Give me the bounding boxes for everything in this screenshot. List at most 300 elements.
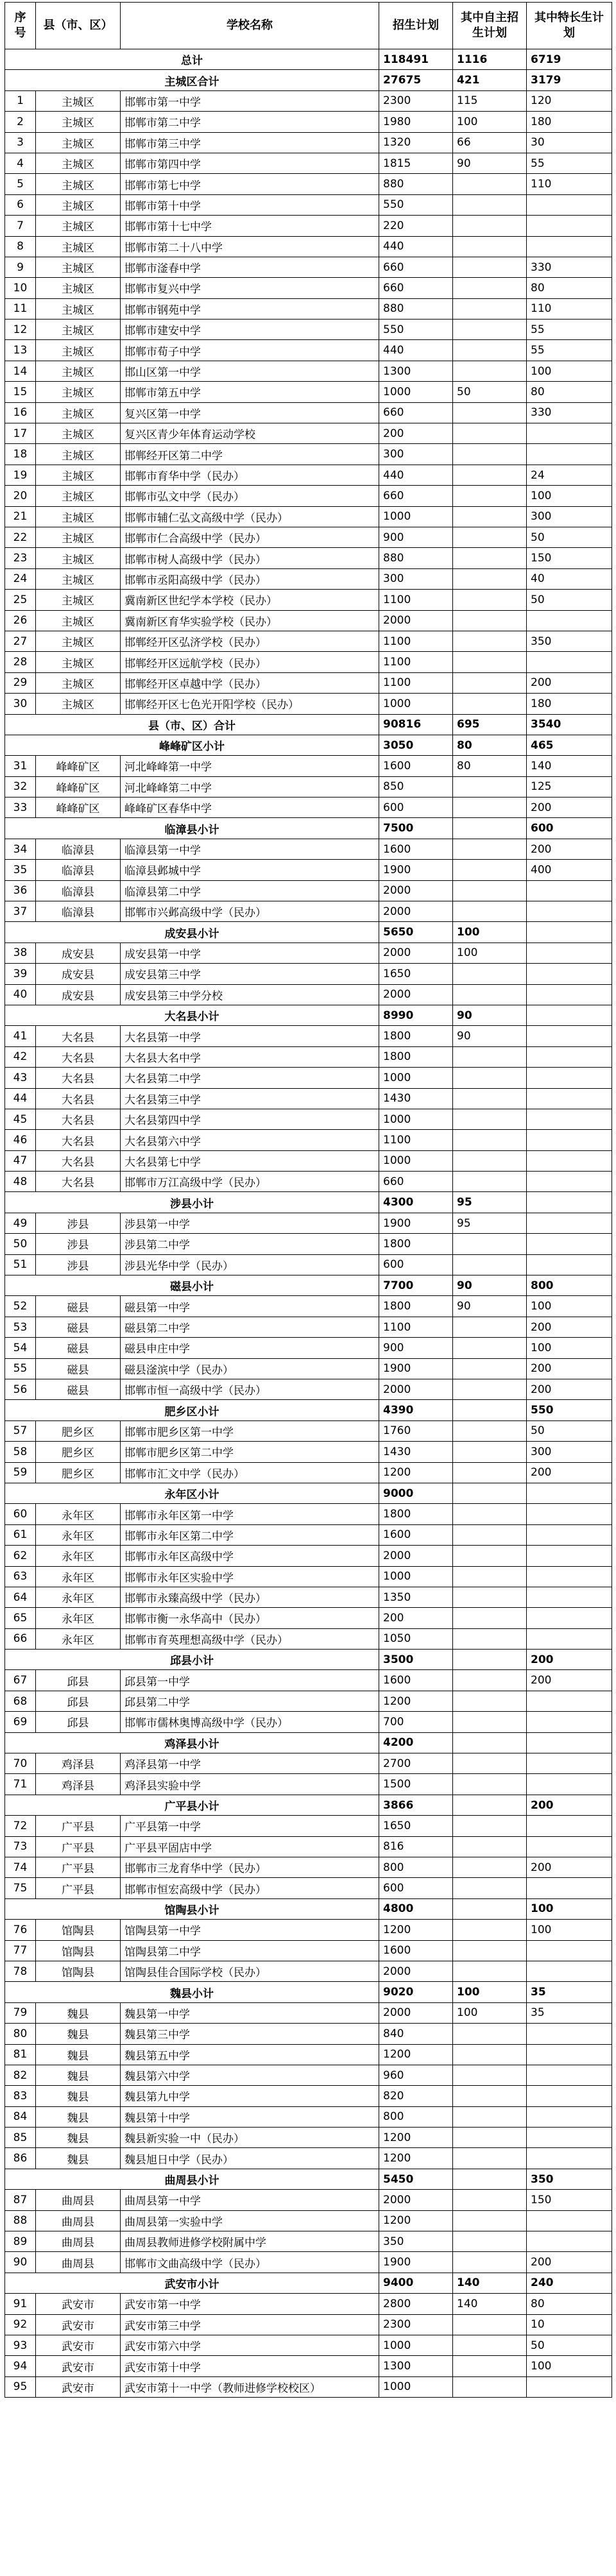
row-self-enroll	[453, 174, 527, 194]
row-plan: 840	[379, 2024, 453, 2044]
row-special-talent	[527, 1172, 612, 1192]
table-row	[5, 2086, 612, 2106]
table-row	[5, 2231, 612, 2252]
row-plan: 1600	[379, 1524, 453, 1545]
row-school: 邯郸市恒宏高级中学（民办）	[121, 1878, 379, 1898]
row-seq: 78	[5, 1961, 36, 1981]
row-seq: 9	[5, 257, 36, 277]
row-special-talent: 200	[527, 1857, 612, 1877]
row-self-enroll	[453, 1628, 527, 1649]
row-seq: 4	[5, 153, 36, 173]
table-row	[5, 1670, 612, 1691]
row-plan: 1000	[379, 1566, 453, 1587]
row-plan: 1200	[379, 1920, 453, 1940]
row-special-talent: 200	[527, 1650, 612, 1670]
row-special-talent: 180	[527, 112, 612, 132]
row-school: 魏县第三中学	[121, 2024, 379, 2044]
row-county: 涉县	[36, 1213, 121, 1233]
row-school: 邯郸市三龙育华中学（民办）	[121, 1857, 379, 1877]
row-seq: 81	[5, 2044, 36, 2065]
row-school: 邯郸市弘文中学（民办）	[121, 486, 379, 506]
table-row	[5, 2252, 612, 2273]
row-plan: 1200	[379, 1462, 453, 1483]
row-self-enroll	[453, 1150, 527, 1171]
subtotal-row	[5, 70, 612, 90]
row-plan: 7500	[379, 818, 453, 839]
row-school: 邯郸市丞阳高级中学（民办）	[121, 568, 379, 589]
row-special-talent: 24	[527, 465, 612, 485]
table-row	[5, 1504, 612, 1524]
row-self-enroll	[453, 361, 527, 381]
row-self-enroll	[453, 694, 527, 714]
row-seq: 7	[5, 216, 36, 236]
row-plan: 800	[379, 2106, 453, 2127]
row-school: 武安市第三中学	[121, 2314, 379, 2335]
row-plan: 200	[379, 1608, 453, 1628]
subtotal-label: 邱县小计	[5, 1650, 379, 1670]
row-plan: 1300	[379, 2356, 453, 2376]
row-county: 大名县	[36, 1109, 121, 1129]
row-county: 曲周县	[36, 2190, 121, 2210]
row-plan: 1200	[379, 2044, 453, 2065]
row-seq: 52	[5, 1296, 36, 1317]
table-row	[5, 444, 612, 465]
row-self-enroll	[453, 257, 527, 277]
row-school: 邯郸市复兴中学	[121, 278, 379, 298]
row-plan: 1800	[379, 1026, 453, 1046]
table-header-row	[5, 3, 612, 49]
row-special-talent: 200	[527, 1358, 612, 1379]
row-county: 主城区	[36, 548, 121, 568]
row-county: 大名县	[36, 1068, 121, 1088]
row-self-enroll	[453, 1068, 527, 1088]
row-special-talent: 100	[527, 361, 612, 381]
row-self-enroll	[453, 1795, 527, 1815]
row-special-talent	[527, 984, 612, 1005]
row-special-talent: 50	[527, 527, 612, 547]
table-row	[5, 880, 612, 901]
table-row	[5, 423, 612, 444]
table-row	[5, 568, 612, 589]
row-seq: 51	[5, 1254, 36, 1275]
subtotal-label: 鸡泽县小计	[5, 1732, 379, 1753]
row-county: 主城区	[36, 506, 121, 527]
row-plan: 1100	[379, 1130, 453, 1150]
row-county: 肥乡区	[36, 1462, 121, 1483]
row-county: 鸡泽县	[36, 1774, 121, 1795]
table-row	[5, 2002, 612, 2023]
table-row	[5, 1130, 612, 1150]
table-row	[5, 1379, 612, 1400]
table-row	[5, 174, 612, 194]
row-school: 曲周县第一中学	[121, 2190, 379, 2210]
subtotal-row	[5, 922, 612, 943]
table-row	[5, 2294, 612, 2314]
row-seq: 49	[5, 1213, 36, 1233]
row-special-talent	[527, 194, 612, 215]
row-seq: 42	[5, 1046, 36, 1067]
row-self-enroll	[453, 2190, 527, 2210]
row-school: 成安县第三中学	[121, 964, 379, 984]
row-plan: 1600	[379, 839, 453, 859]
row-county: 主城区	[36, 132, 121, 153]
row-special-talent: 100	[527, 1920, 612, 1940]
row-plan: 8990	[379, 1005, 453, 1025]
table-row	[5, 798, 612, 818]
subtotal-label: 魏县小计	[5, 1982, 379, 2002]
subtotal-row	[5, 714, 612, 735]
row-county: 主城区	[36, 694, 121, 714]
row-county: 曲周县	[36, 2210, 121, 2231]
row-special-talent: 100	[527, 486, 612, 506]
row-special-talent	[527, 1130, 612, 1150]
row-self-enroll	[453, 1400, 527, 1420]
row-school: 峰峰矿区春华中学	[121, 798, 379, 818]
subtotal-label: 主城区合计	[5, 70, 379, 90]
row-school: 磁县第一中学	[121, 1296, 379, 1317]
table-row	[5, 382, 612, 402]
row-county: 永年区	[36, 1566, 121, 1587]
row-special-talent: 80	[527, 382, 612, 402]
row-plan: 4800	[379, 1898, 453, 1919]
row-plan: 300	[379, 568, 453, 589]
row-self-enroll: 100	[453, 943, 527, 963]
row-plan: 1100	[379, 590, 453, 610]
row-special-talent	[527, 1940, 612, 1961]
row-county: 魏县	[36, 2002, 121, 2023]
row-school: 魏县第九中学	[121, 2086, 379, 2106]
row-county: 磁县	[36, 1379, 121, 1400]
row-special-talent: 200	[527, 672, 612, 693]
subtotal-label: 广平县小计	[5, 1795, 379, 1815]
row-seq: 67	[5, 1670, 36, 1691]
row-seq: 63	[5, 1566, 36, 1587]
row-plan: 4390	[379, 1400, 453, 1420]
row-seq: 76	[5, 1920, 36, 1940]
enrollment-plan-table	[4, 2, 612, 2398]
row-special-talent	[527, 1483, 612, 1503]
table-row	[5, 1046, 612, 1067]
row-self-enroll	[453, 2128, 527, 2148]
row-school: 邯郸市荀子中学	[121, 340, 379, 361]
row-county: 魏县	[36, 2024, 121, 2044]
row-county: 广平县	[36, 1857, 121, 1877]
row-school: 邯郸市仁合高级中学（民办）	[121, 527, 379, 547]
row-plan: 900	[379, 527, 453, 547]
row-county: 肥乡区	[36, 1420, 121, 1441]
row-school: 邯郸经开区七色光开阳学校（民办）	[121, 694, 379, 714]
row-seq: 23	[5, 548, 36, 568]
row-self-enroll	[453, 880, 527, 901]
row-self-enroll	[453, 652, 527, 672]
table-row	[5, 1296, 612, 1317]
row-school: 邯郸市第五中学	[121, 382, 379, 402]
row-school: 魏县旭日中学（民办）	[121, 2148, 379, 2169]
row-self-enroll	[453, 1940, 527, 1961]
row-special-talent: 550	[527, 1400, 612, 1420]
row-plan: 9000	[379, 1483, 453, 1503]
row-county: 峰峰矿区	[36, 776, 121, 797]
row-special-talent: 100	[527, 2356, 612, 2376]
row-seq: 3	[5, 132, 36, 153]
row-seq: 31	[5, 756, 36, 776]
row-seq: 39	[5, 964, 36, 984]
row-county: 大名县	[36, 1046, 121, 1067]
table-row	[5, 1234, 612, 1254]
table-row	[5, 194, 612, 215]
subtotal-row	[5, 2273, 612, 2293]
row-seq: 82	[5, 2065, 36, 2085]
row-self-enroll: 95	[453, 1192, 527, 1213]
row-self-enroll	[453, 1088, 527, 1109]
row-school: 大名县第七中学	[121, 1150, 379, 1171]
row-seq: 57	[5, 1420, 36, 1441]
row-plan: 1000	[379, 694, 453, 714]
row-school: 邯郸经开区远航学校（民办）	[121, 652, 379, 672]
table-row	[5, 631, 612, 651]
row-school: 魏县第五中学	[121, 2044, 379, 2065]
row-self-enroll: 66	[453, 132, 527, 153]
row-plan: 1000	[379, 1068, 453, 1088]
row-plan: 1100	[379, 631, 453, 651]
row-special-talent	[527, 1234, 612, 1254]
row-county: 临漳县	[36, 901, 121, 922]
row-special-talent: 100	[527, 1338, 612, 1358]
row-seq: 29	[5, 672, 36, 693]
subtotal-label: 临漳县小计	[5, 818, 379, 839]
row-seq: 86	[5, 2148, 36, 2169]
row-county: 永年区	[36, 1524, 121, 1545]
row-county: 主城区	[36, 631, 121, 651]
row-self-enroll	[453, 1857, 527, 1877]
row-plan: 2000	[379, 984, 453, 1005]
row-plan: 820	[379, 2086, 453, 2106]
row-school: 曲周县教师进修学校附属中学	[121, 2231, 379, 2252]
row-school: 大名县第二中学	[121, 1068, 379, 1088]
row-self-enroll	[453, 1483, 527, 1503]
row-special-talent: 350	[527, 631, 612, 651]
row-seq: 34	[5, 839, 36, 859]
row-special-talent: 200	[527, 839, 612, 859]
row-county: 魏县	[36, 2065, 121, 2085]
row-seq: 27	[5, 631, 36, 651]
row-plan: 816	[379, 1836, 453, 1857]
row-plan: 3866	[379, 1795, 453, 1815]
row-self-enroll	[453, 1524, 527, 1545]
table-row	[5, 2210, 612, 2231]
row-self-enroll	[453, 1650, 527, 1670]
row-self-enroll	[453, 2106, 527, 2127]
row-seq: 70	[5, 1753, 36, 1774]
row-plan: 2000	[379, 880, 453, 901]
row-county: 大名县	[36, 1150, 121, 1171]
total-label: 总计	[5, 49, 379, 70]
row-school: 馆陶县第二中学	[121, 1940, 379, 1961]
row-self-enroll	[453, 2252, 527, 2273]
row-seq: 14	[5, 361, 36, 381]
row-special-talent	[527, 901, 612, 922]
table-row	[5, 340, 612, 361]
row-self-enroll	[453, 2024, 527, 2044]
row-special-talent: 50	[527, 2335, 612, 2355]
row-seq: 5	[5, 174, 36, 194]
row-self-enroll	[453, 984, 527, 1005]
row-school: 邱县第二中学	[121, 1691, 379, 1711]
row-plan: 550	[379, 320, 453, 340]
row-self-enroll	[453, 798, 527, 818]
row-plan: 1800	[379, 1296, 453, 1317]
row-school: 河北峰峰第一中学	[121, 756, 379, 776]
row-school: 鸡泽县实验中学	[121, 1774, 379, 1795]
table-row	[5, 278, 612, 298]
row-plan: 2000	[379, 901, 453, 922]
row-self-enroll	[453, 1046, 527, 1067]
row-school: 磁县第二中学	[121, 1317, 379, 1337]
row-plan: 1650	[379, 964, 453, 984]
table-row	[5, 216, 612, 236]
row-self-enroll	[453, 1816, 527, 1836]
row-school: 曲周县第一实验中学	[121, 2210, 379, 2231]
subtotal-label: 肥乡区小计	[5, 1400, 379, 1420]
row-special-talent: 180	[527, 694, 612, 714]
row-special-talent	[527, 1546, 612, 1566]
row-school: 武安市第六中学	[121, 2335, 379, 2355]
row-special-talent	[527, 444, 612, 465]
row-seq: 72	[5, 1816, 36, 1836]
table-row	[5, 1608, 612, 1628]
row-plan: 2300	[379, 90, 453, 111]
row-school: 成安县第一中学	[121, 943, 379, 963]
row-seq: 61	[5, 1524, 36, 1545]
row-county: 魏县	[36, 2148, 121, 2169]
row-seq: 41	[5, 1026, 36, 1046]
table-row	[5, 1088, 612, 1109]
row-school: 邯郸市儒林奥博高级中学（民办）	[121, 1712, 379, 1732]
row-plan: 2700	[379, 1753, 453, 1774]
row-self-enroll	[453, 1420, 527, 1441]
row-self-enroll	[453, 2086, 527, 2106]
row-school: 邱县第一中学	[121, 1670, 379, 1691]
row-school: 临漳县第二中学	[121, 880, 379, 901]
table-row	[5, 1420, 612, 1441]
row-plan: 1320	[379, 132, 453, 153]
row-seq: 66	[5, 1628, 36, 1649]
row-self-enroll: 140	[453, 2294, 527, 2314]
row-self-enroll	[453, 2356, 527, 2376]
table-row	[5, 486, 612, 506]
row-self-enroll	[453, 1898, 527, 1919]
row-plan: 2000	[379, 1961, 453, 1981]
row-school: 复兴区青少年体育运动学校	[121, 423, 379, 444]
table-row	[5, 694, 612, 714]
row-county: 主城区	[36, 444, 121, 465]
table-row	[5, 1172, 612, 1192]
row-special-talent: 35	[527, 1982, 612, 2002]
row-county: 成安县	[36, 984, 121, 1005]
row-county: 主城区	[36, 257, 121, 277]
row-special-talent: 200	[527, 1795, 612, 1815]
row-school: 临漳县邺城中学	[121, 860, 379, 880]
row-seq: 26	[5, 610, 36, 631]
row-county: 大名县	[36, 1130, 121, 1150]
row-plan: 2000	[379, 2190, 453, 2210]
table-row	[5, 943, 612, 963]
row-county: 主城区	[36, 423, 121, 444]
row-self-enroll	[453, 1317, 527, 1337]
row-seq: 87	[5, 2190, 36, 2210]
row-seq: 24	[5, 568, 36, 589]
row-seq: 54	[5, 1338, 36, 1358]
row-school: 邯郸市第十中学	[121, 194, 379, 215]
row-school: 武安市第十中学	[121, 2356, 379, 2376]
subtotal-label: 武安市小计	[5, 2273, 379, 2293]
subtotal-label: 涉县小计	[5, 1192, 379, 1213]
row-county: 广平县	[36, 1816, 121, 1836]
row-seq: 13	[5, 340, 36, 361]
table-row	[5, 1150, 612, 1171]
row-self-enroll	[453, 610, 527, 631]
row-self-enroll	[453, 1504, 527, 1524]
row-self-enroll	[453, 2210, 527, 2231]
row-seq: 95	[5, 2376, 36, 2397]
table-row	[5, 1566, 612, 1587]
row-county: 大名县	[36, 1026, 121, 1046]
row-seq: 55	[5, 1358, 36, 1379]
row-self-enroll	[453, 1254, 527, 1275]
row-seq: 83	[5, 2086, 36, 2106]
row-self-enroll	[453, 2376, 527, 2397]
row-special-talent: 40	[527, 568, 612, 589]
row-self-enroll	[453, 1338, 527, 1358]
row-special-talent	[527, 1566, 612, 1587]
subtotal-row	[5, 1005, 612, 1025]
row-special-talent: 600	[527, 818, 612, 839]
row-self-enroll	[453, 527, 527, 547]
row-plan: 1500	[379, 1774, 453, 1795]
row-county: 成安县	[36, 943, 121, 963]
row-school: 冀南新区世纪学本学校（民办）	[121, 590, 379, 610]
subtotal-label: 县（市、区）合计	[5, 714, 379, 735]
row-self-enroll	[453, 278, 527, 298]
row-self-enroll	[453, 298, 527, 319]
row-special-talent	[527, 880, 612, 901]
row-special-talent	[527, 1691, 612, 1711]
row-self-enroll	[453, 465, 527, 485]
table-row	[5, 901, 612, 922]
subtotal-row	[5, 818, 612, 839]
row-county: 主城区	[36, 610, 121, 631]
row-self-enroll: 90	[453, 1296, 527, 1317]
row-self-enroll: 95	[453, 1213, 527, 1233]
row-county: 磁县	[36, 1358, 121, 1379]
row-special-talent: 465	[527, 735, 612, 755]
row-plan: 1430	[379, 1088, 453, 1109]
row-seq: 11	[5, 298, 36, 319]
row-special-talent: 200	[527, 1462, 612, 1483]
row-county: 主城区	[36, 174, 121, 194]
row-special-talent: 350	[527, 2169, 612, 2189]
row-self-enroll: 421	[453, 70, 527, 90]
row-self-enroll: 100	[453, 922, 527, 943]
header-plan: 招生计划	[379, 3, 453, 49]
total-row	[5, 49, 612, 70]
row-seq: 90	[5, 2252, 36, 2273]
row-special-talent	[527, 1774, 612, 1795]
row-self-enroll: 90	[453, 1005, 527, 1025]
row-seq: 19	[5, 465, 36, 485]
table-row	[5, 2044, 612, 2065]
row-special-talent: 400	[527, 860, 612, 880]
